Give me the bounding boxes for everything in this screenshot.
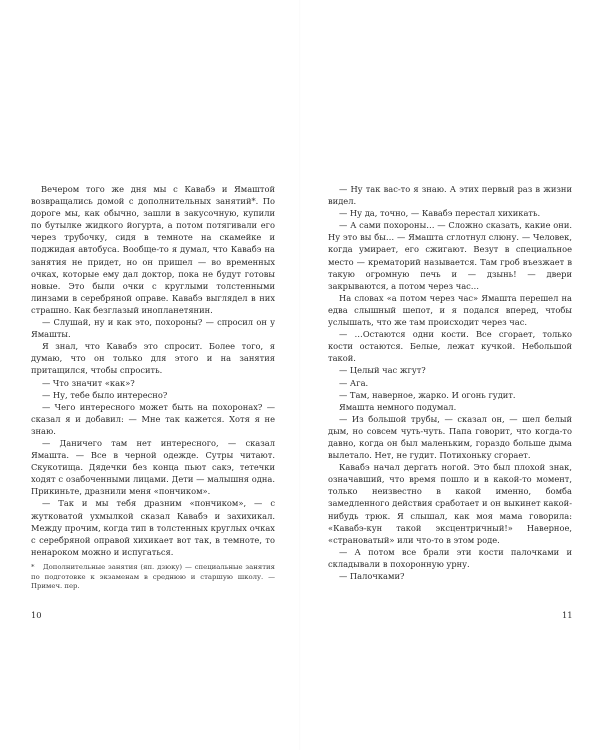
paragraph: На словах «а потом через час» Ямашта перешел на едва слышный шепот, и я подался вперед, чтобы услышать, что же там происходит через час. bbox=[328, 292, 572, 328]
right-page bbox=[300, 0, 600, 750]
paragraph: Я знал, что Кавабэ это спросит. Более того, я думаю, что он только для этого и на занятия притащился, чтобы спросить. bbox=[31, 341, 275, 376]
paragraph: — Ну да, точно, — Кавабэ перестал хихикать. bbox=[339, 208, 541, 219]
footnote-mark: * bbox=[31, 562, 35, 571]
paragraph: — Чего интересного может быть на похоронах? — сказал я и добавил: — Мне так кажется. Хотя я не знаю. bbox=[31, 401, 275, 436]
paragraph: — А потом все брали эти кости палочками и складывали в похоронную урну. bbox=[328, 546, 572, 569]
paragraph: — Там, наверное, жарко. И огонь гудит. bbox=[339, 389, 516, 400]
page-number: 10 bbox=[31, 610, 42, 620]
paragraph: — Слушай, ну и как это, похороны? — спросил он у Ямашты. bbox=[31, 317, 275, 340]
paragraph: — Что значит «как»? bbox=[42, 377, 135, 388]
paragraph: Кавабэ начал дергать ногой. Это был плохой знак, означавший, что время пошло и в какой-то момент, только неизвестно в какой именно, бомба замедленного действия сработает и он выкинет какой-нибудь трюк. Я слышал, как моя мама говорила: «Кавабэ-кун такой эксцентричный!» Наверное, «страноватый» или что-то в этом роде. bbox=[328, 462, 572, 545]
right-text-column bbox=[328, 183, 572, 582]
paragraph: — Ну так вас-то я знаю. А этих первый раз в жизни видел. bbox=[328, 184, 572, 207]
paragraph: — Даничего там нет интересного, — сказал Ямашта. — Все в черной одежде. Сутры читают. Скукотища. Дядечки без конца пьют сакэ, тетечки ходят с озабоченными лицами. Дети — малышня одна. Прикиньте, дразнили меня «пончиком». bbox=[31, 437, 275, 497]
paragraph: — Так и мы тебя дразним «пончиком», — с жутковатой ухмылкой сказал Кавабэ и захихикал. Между прочим, когда тип в толстенных круглых очках с серебряной оправой хихикает вот так, в темноте, то ненароком можно и испугаться. bbox=[31, 498, 275, 557]
left-text-column bbox=[31, 183, 275, 592]
page-number: 11 bbox=[562, 610, 573, 620]
paragraph: Вечером того же дня мы с Кавабэ и Ямаштой возвращались домой с дополнительных занятий*. По дороге мы, как обычно, зашли в закусочную, купили по бутылке жидкого йогурта, а потом потягивали его через трубочку, сидя в темноте на скамейке и поджидая автобуса. Вообще-то я думал, что Кавабэ на занятия не придет, но он пришел — во временных очках, которые ему дал доктор, пока не будут готовы новые. Это были очки с круглыми толстенными линзами в серебряной оправе. Кавабэ выглядел в них страшно. Как безглазый инопланетянин. bbox=[31, 184, 275, 315]
paragraph: Ямашта немного подумал. bbox=[339, 401, 457, 412]
paragraph: — А сами похороны… — Сложно сказать, какие они. Ну это вы бы… — Ямашта сглотнул слюну. — Человек, когда умирает, его сжигают. Везут в специальное место — крематорий называется. Там гроб въезжает в такую огромную печь и — дзынь! — двери закрываются, а потом через час… bbox=[328, 220, 572, 291]
paragraph: — Целый час жгут? bbox=[339, 365, 426, 376]
paragraph: — Из большой трубы, — сказал он, — шел белый дым, но совсем чуть-чуть. Папа говорит, что когда-то давно, когда он был маленьким, гораздо больше дыма вылетало. Нет, не гудит. Потихоньку сгорает. bbox=[328, 413, 572, 461]
footnote-text: Дополнительные занятия (яп. дзюку) — специальные занятия по подготовке к экзаменам в среднюю и старшую школу. — Примеч. пер. bbox=[31, 562, 275, 591]
paragraph: — Ну, тебе было интересно? bbox=[42, 389, 168, 400]
paragraph: — Палочками? bbox=[339, 571, 405, 581]
paragraph: — …Остаются одни кости. Все сгорает, только кости остаются. Белые, лежат кучкой. Небольшой такой. bbox=[328, 329, 572, 364]
paragraph: — Ага. bbox=[339, 377, 369, 388]
footnote bbox=[31, 563, 275, 592]
